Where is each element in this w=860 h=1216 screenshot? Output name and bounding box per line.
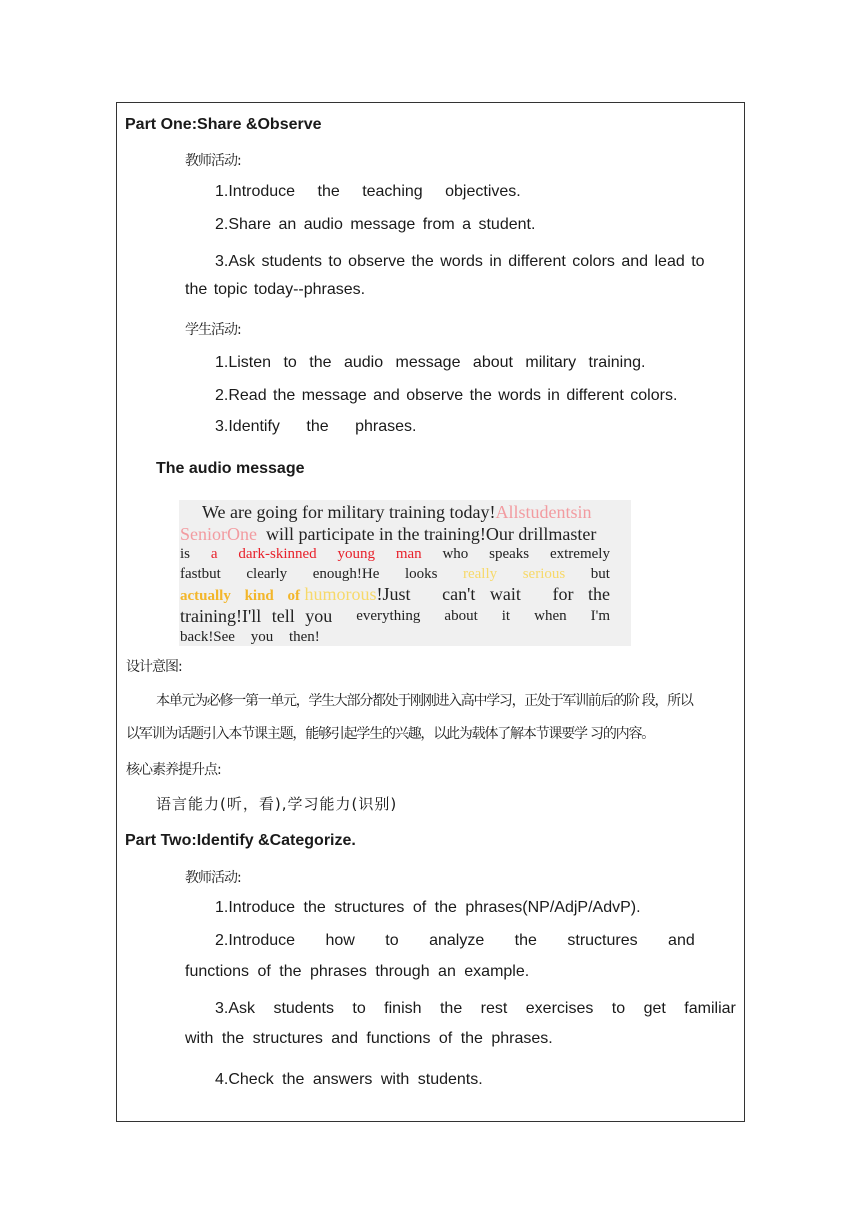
audio-word: I'm bbox=[590, 608, 610, 624]
audio-text: We are going for military training today! bbox=[202, 502, 496, 522]
teacher-item-3: 3.Ask students to observe the words in different colors and lead to bbox=[215, 253, 705, 270]
student-item-1: 1.Listen to the audio message about military training. bbox=[215, 354, 646, 371]
part-two-item-1: 1.Introduce the structures of the phrases(NP/AdjP/AdvP). bbox=[215, 899, 641, 916]
audio-segment bbox=[180, 583, 411, 607]
audio-word: extremely bbox=[549, 546, 610, 562]
teacher-activity-label-2: 教师活动: bbox=[185, 870, 241, 886]
part-one-heading: Part One:Share &Observe bbox=[125, 116, 322, 133]
audio-word: it bbox=[501, 608, 511, 624]
audio-word: about bbox=[444, 608, 478, 624]
audio-text: will participate in the training!Our drillmaster bbox=[265, 524, 597, 544]
audio-word: clearly bbox=[246, 566, 288, 582]
teacher-item-2: 2.Share an audio message from a student. bbox=[215, 216, 536, 233]
audio-word: who bbox=[442, 546, 469, 562]
audio-line-5 bbox=[180, 583, 610, 607]
audio-word: when bbox=[534, 608, 567, 624]
audio-word: but bbox=[590, 566, 610, 582]
audio-line-3 bbox=[180, 545, 610, 563]
highlight-phrase: SeniorOne bbox=[180, 524, 257, 544]
audio-text: can't wait bbox=[442, 584, 521, 604]
highlight-word: serious bbox=[522, 566, 566, 582]
teacher-item-3-cont: the topic today--phrases. bbox=[185, 281, 366, 298]
audio-word: enough!He bbox=[312, 566, 380, 582]
audio-word: fastbut bbox=[180, 566, 221, 582]
design-intent-line-2: 以军训为话题引入本节课主题，能够引起学生的兴趣，以此为载体了解本节课要学 习的内容。 bbox=[126, 726, 655, 742]
part-two-item-3: 3.Ask students to finish the rest exercises to get familiar bbox=[215, 1000, 736, 1017]
audio-word: speaks bbox=[489, 546, 530, 562]
student-item-3: 3.Identify the phrases. bbox=[215, 418, 417, 435]
design-intent-label: 设计意图: bbox=[126, 659, 182, 675]
part-two-item-3-cont: with the structures and functions of the phrases. bbox=[185, 1030, 553, 1047]
highlight-word: really bbox=[463, 566, 498, 582]
part-two-item-2-cont: functions of the phrases through an example. bbox=[185, 963, 530, 980]
audio-word: is bbox=[180, 546, 191, 562]
audio-line-1 bbox=[202, 502, 591, 522]
audio-text: for the bbox=[552, 584, 610, 604]
part-two-item-2: 2.Introduce how to analyze the structures and bbox=[215, 932, 695, 949]
highlight-word: dark-skinned bbox=[238, 546, 317, 562]
student-item-2: 2.Read the message and observe the words in different colors. bbox=[215, 387, 678, 404]
audio-line-4 bbox=[180, 565, 610, 583]
design-intent-line-1: 本单元为必修一第一单元，学生大部分都处于刚刚进入高中学习，正处于军训前后的阶 段，所以 bbox=[156, 693, 693, 709]
audio-line-6 bbox=[180, 606, 610, 626]
part-two-item-4: 4.Check the answers with students. bbox=[215, 1071, 483, 1088]
highlight-word: humorous bbox=[304, 584, 377, 604]
highlight-phrase: Allstudentsin bbox=[495, 502, 592, 522]
highlight-word: young bbox=[337, 546, 375, 562]
core-competency-text: 语言能力(听，看),学习能力(识别) bbox=[156, 795, 398, 813]
audio-word: everything bbox=[356, 608, 421, 624]
audio-line-7: back!See you then! bbox=[180, 629, 320, 645]
teacher-item-1: 1.Introduce the teaching objectives. bbox=[215, 183, 521, 200]
audio-text: training!I'll tell you bbox=[180, 606, 333, 626]
audio-message-heading: The audio message bbox=[156, 460, 305, 477]
part-two-heading: Part Two:Identify &Categorize. bbox=[125, 832, 356, 849]
audio-line-2 bbox=[180, 524, 596, 544]
highlight-word: man bbox=[395, 546, 422, 562]
audio-word: looks bbox=[404, 566, 438, 582]
highlight-word: a bbox=[210, 546, 218, 562]
student-activity-label: 学生活动: bbox=[185, 322, 241, 338]
highlight-phrase: actually kind of bbox=[180, 588, 301, 604]
teacher-activity-label: 教师活动: bbox=[185, 153, 241, 169]
audio-text: !Just bbox=[376, 584, 411, 604]
core-competency-label: 核心素养提升点: bbox=[126, 762, 221, 778]
